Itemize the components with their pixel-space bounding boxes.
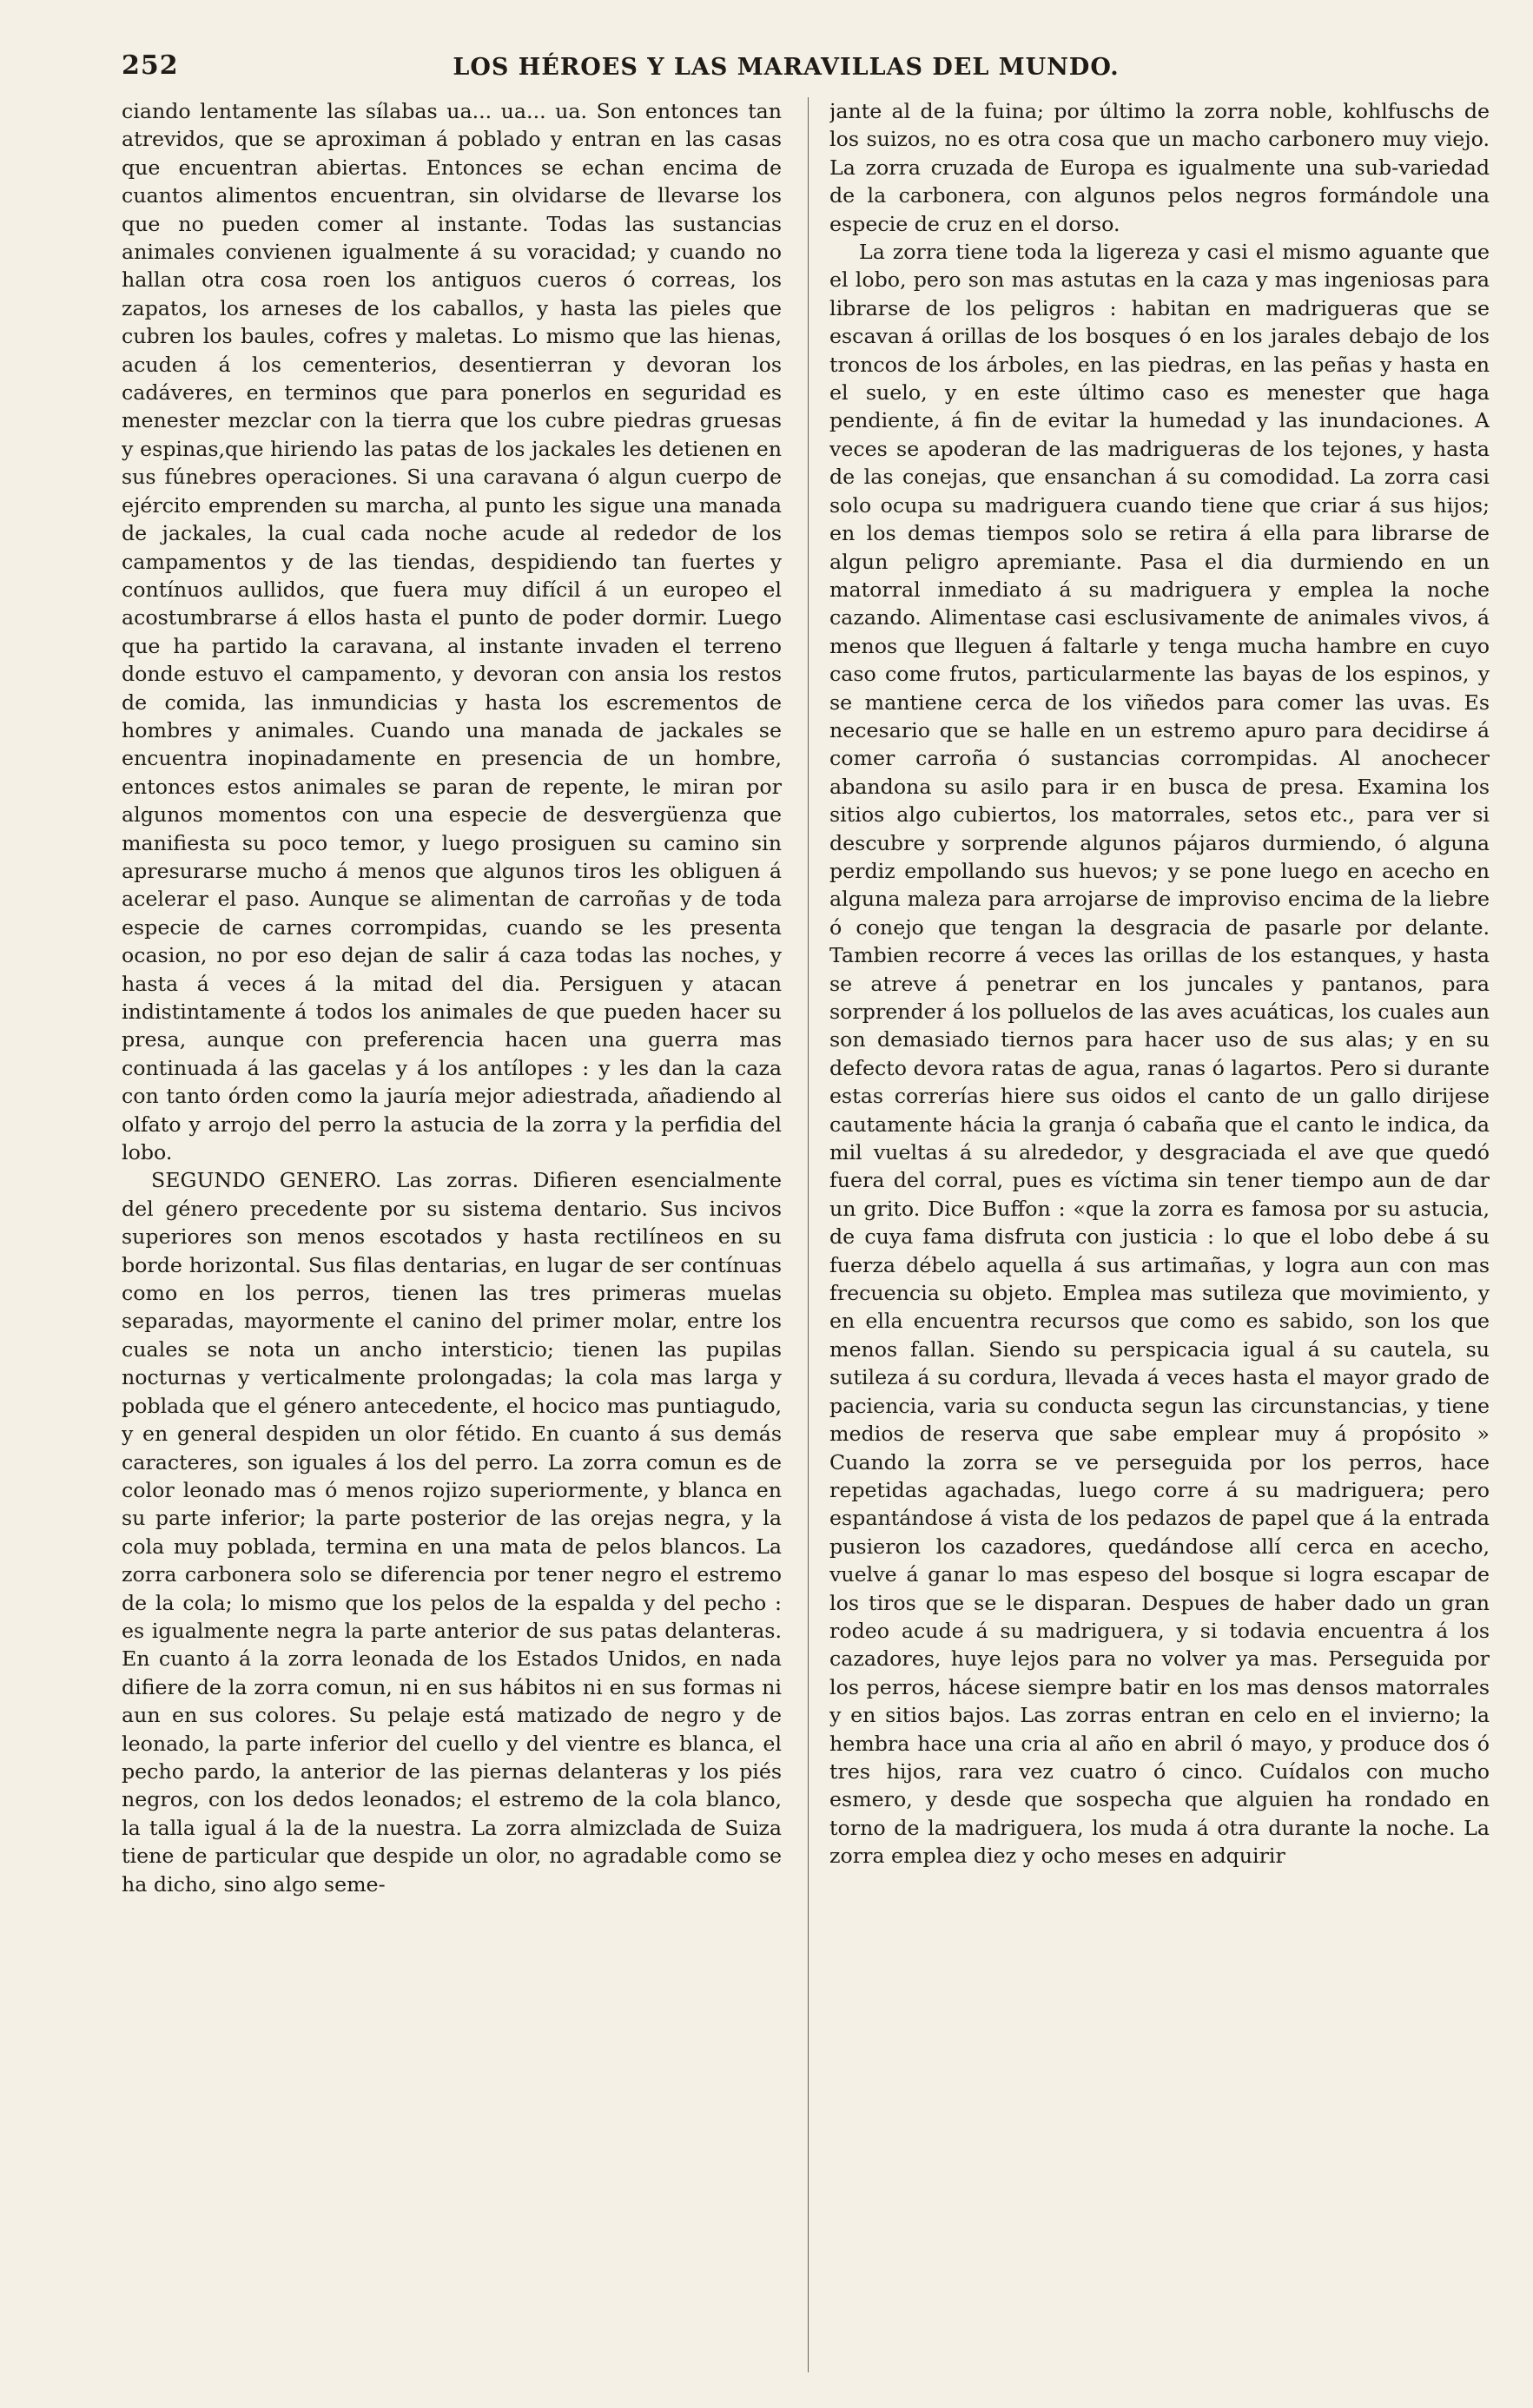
paragraph: SEGUNDO GENERO. Las zorras. Difieren esencialmente del género precedente por su sistema dentario. Sus incivos superiores son menos escotados y hasta rectilíneos en su borde horizontal. Sus filas dentarias, en lugar de ser contínuas como en los perros, tienen las tres primeras muelas separadas, mayormente el canino del primer molar, entre los cuales se nota un ancho intersticio; tienen las pupilas nocturnas y verticalmente prolongadas; la cola mas larga y poblada que el género antecedente, el hocico mas puntiagudo, y en general despiden un olor fétido. En cuanto á sus demás caracteres, son iguales á los del perro. La zorra comun es de color leonado mas ó menos rojizo superiormente, y blanca en su parte inferior; la parte posterior de las orejas negra, y la cola muy poblada, termina en una mata de pelos blancos. La zorra carbonera solo se diferencia por tener negro el estremo de la cola; lo mismo que los pelos de la espalda y del pecho : es igualmente negra la parte anterior de sus patas delanteras. En cuanto á la zorra leonada de los Estados Unidos, en nada difiere de la zorra comun, ni en sus hábitos ni en sus formas ni aun en sus colores. Su pelaje está matizado de negro y de leonado, la parte inferior del cuello y del vientre es blanca, el pecho pardo, la anterior de las piernas delanteras y los piés negros, con los dedos leonados; el estremo de la cola blanco, la talla igual á la de la nuestra. La zorra almizclada de Suiza tiene de particular que despide un olor, no agradable como se ha dicho, sino algo seme- [122, 1168, 782, 1897]
column-divider [808, 97, 809, 2372]
page-number: 252 [122, 50, 179, 81]
paragraph: La zorra tiene toda la ligereza y casi el mismo aguante que el lobo, pero son mas astutas en la caza y mas ingeniosas para librarse de los peligros : habitan en madrigueras que se escavan á orillas de los bosques ó en los jarales debajo de los troncos de los árboles, en las piedras, en las peñas y hasta en el suelo, y en este último caso es menester que haga pendiente, á fin de evitar la humedad y las inundaciones. A veces se apoderan de las madrigueras de los tejones, y hasta de las conejas, que ensanchan á su comodidad. La zorra casi solo ocupa su madriguera cuando tiene que criar á sus hijos; en los demas tiempos solo se retira á ella para librarse de algun peligro apremiante. Pasa el dia durmiendo en un matorral inmediato á su madriguera y emplea la noche cazando. Alimentase casi esclusivamente de animales vivos, á menos que lleguen á faltarle y tenga mucha hambre en cuyo caso come frutos, particularmente las bayas de los espinos, y se mantiene cerca de los viñedos para comer las uvas. Es necesario que se halle en un estremo apuro para decidirse á comer carroña ó sustancias corrompidas. Al anochecer abandona su asilo para ir en busca de presa. Examina los sitios algo cubiertos, los matorrales, setos etc., para ver si descubre y sorprende algunos pájaros durmiendo, ó alguna perdiz empollando sus huevos; y se pone luego en acecho en alguna maleza para arrojarse de improviso encima de la liebre ó conejo que tengan la desgracia de pasarle por delante. Tambien recorre á veces las orillas de los estanques, y hasta se atreve á penetrar en los juncales y pantanos, para sorprender á los polluelos de las aves acuáticas, los cuales aun son demasiado tiernos para hacer uso de sus alas; y en su defecto devora ratas de agua, ranas ó lagartos. Pero si durante estas correrías hiere sus oidos el canto de un gallo dirijese cautamente hácia la granja ó cabaña que el canto le indica, da mil vueltas á su alrededor, y desgraciada el ave que quedó fuera del corral, pues es víctima sin tener tiempo aun de dar un grito. Dice Buffon : «que la zorra es famosa por su astucia, de cuya fama disfruta con justicia : lo que el lobo debe á su fuerza débelo aquella á sus artimañas, y logra aun con mas frecuencia su objeto. Emplea mas sutileza que movimiento, y en ella encuentra recursos que como es sabido, son los que menos fallan. Siendo su perspicacia igual á su cautela, su sutileza á su cordura, llevada á veces hasta el mayor grado de paciencia, varia su conducta segun las circunstancias, y tiene medios de reserva que sabe emplear muy á propósito » Cuando la zorra se ve perseguida por los perros, hace repetidas agachadas, luego corre á su madriguera; pero espantándose á vista de los pedazos de papel que á la entrada pusieron los cazadores, quedándose allí cerca en acecho, vuelve á ganar lo mas espeso del bosque si logra escapar de los tiros que se le disparan. Despues de haber dado un gran rodeo acude á su madriguera, y si todavia encuentra á los cazadores, huye lejos para no volver ya mas. Perseguida por los perros, hácese siempre batir en los mas densos matorrales y en sitios bajos. Las zorras entran en celo en el invierno; la hembra hace una cria al año en abril ó mayo, y produce dos ó tres hijos, rara vez cuatro ó cinco. Cuídalos con mucho esmero, y desde que sospecha que alguien ha rondado en torno de la madriguera, los muda á otra durante la noche. La zorra emplea diez y ocho meses en adquirir [829, 240, 1490, 1869]
right-column [829, 97, 1490, 2372]
paragraph: jante al de la fuina; por último la zorra noble, kohlfuschs de los suizos, no es otra cosa que un macho carbonero muy viejo. La zorra cruzada de Europa es igualmente una sub-variedad de la carbonera, con algunos pelos negros formándole una especie de cruz en el dorso. [829, 99, 1490, 236]
running-head: LOS HÉROES Y LAS MARAVILLAS DEL MUNDO. [453, 54, 1120, 81]
paragraph: ciando lentamente las sílabas ua... ua... ua. Son entonces tan atrevidos, que se aproximan á poblado y entran en las casas que encuentran abiertas. Entonces se echan encima de cuantos alimentos encuentran, sin olvidarse de llevarse los que no pueden comer al instante. Todas las sustancias animales convienen igualmente á su voracidad; y cuando no hallan otra cosa roen los antiguos cueros ó correas, los zapatos, los arneses de los caballos, y hasta las pieles que cubren los baules, cofres y maletas. Lo mismo que las hienas, acuden á los cementerios, desentierran y devoran los cadáveres, en terminos que para ponerlos en seguridad es menester mezclar con la tierra que los cubre piedras gruesas y espinas,que hiriendo las patas de los jackales les detienen en sus fúnebres operaciones. Si una caravana ó algun cuerpo de ejército emprenden su marcha, al punto les sigue una manada de jackales, la cual cada noche acude al rededor de los campamentos y de las tiendas, despidiendo tan fuertes y contínuos aullidos, que fuera muy difícil á un europeo el acostumbrarse á ellos hasta el punto de poder dormir. Luego que ha partido la caravana, al instante invaden el terreno donde estuvo el campamento, y devoran con ansia los restos de comida, las inmundicias y hasta los escrementos de hombres y animales. Cuando una manada de jackales se encuentra inopinadamente en presencia de un hombre, entonces estos animales se paran de repente, le miran por algunos momentos con una especie de desvergüenza que manifiesta su poco temor, y luego prosiguen su camino sin apresurarse mucho á menos que algunos tiros les obliguen á acelerar el paso. Aunque se alimentan de carroñas y de toda especie de carnes corrompidas, cuando se les presenta ocasion, no por eso dejan de salir á caza todas las noches, y hasta á veces á la mitad del dia. Persiguen y atacan indistintamente á todos los animales de que pueden hacer su presa, aunque con preferencia hacen una guerra mas continuada á las gacelas y á los antílopes : y les dan la caza con tanto órden como la jauría mejor adiestrada, añadiendo al olfato y arrojo del perro la astucia de la zorra y la perfidia del lobo. [122, 99, 782, 1165]
page-header [122, 49, 1450, 90]
left-column [122, 97, 782, 2372]
